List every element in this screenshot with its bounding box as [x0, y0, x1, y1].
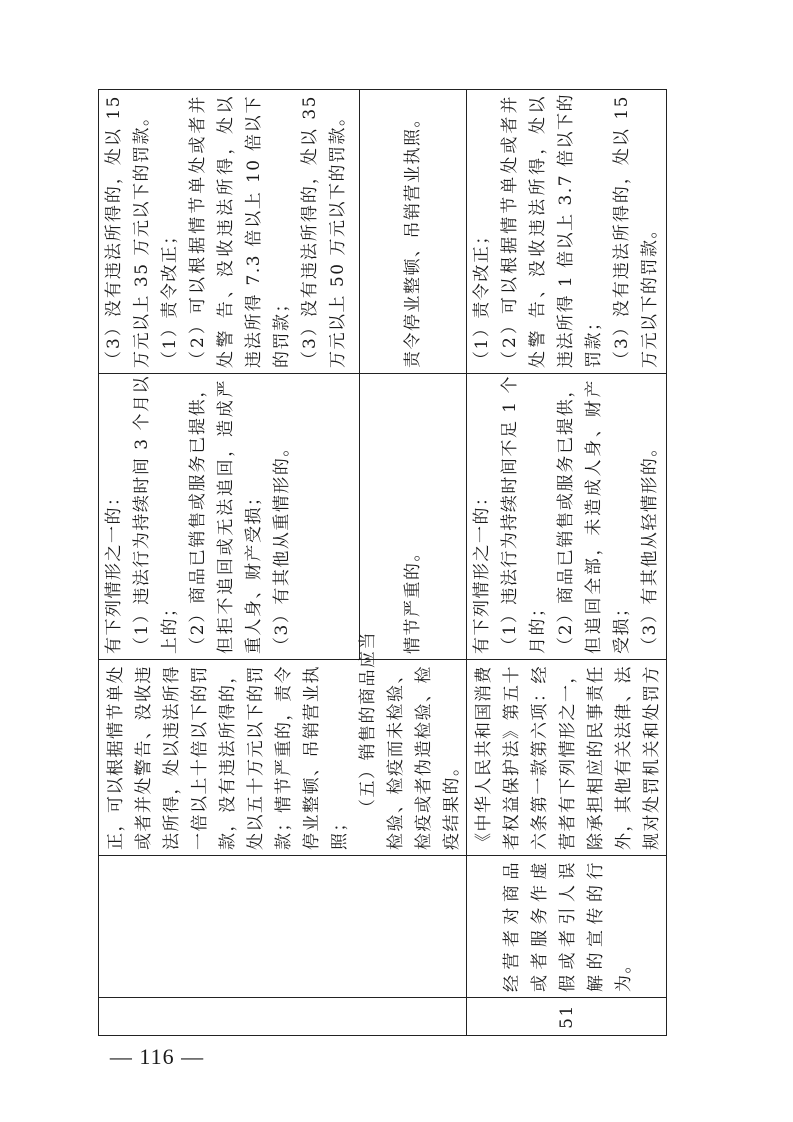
- item-number-cell: [99, 998, 467, 1036]
- item-number: 51: [556, 1004, 577, 1029]
- discretion-line: （3）没有违法所得的，处以 15: [104, 95, 124, 368]
- circumstance-cell: [467, 374, 667, 660]
- table-row: [99, 90, 360, 1036]
- basis-line: 疫结果的。: [442, 757, 462, 850]
- discretion-line: （1）责令改正；: [160, 226, 180, 368]
- discretion-cell: [467, 90, 667, 374]
- circumstance-line: （1）违法行为持续时间 3 个月以: [132, 375, 152, 654]
- circumstance-line: （3）有其他从重情形的。: [272, 438, 292, 654]
- circumstance-line: 有下列情形之一的：: [472, 487, 492, 654]
- act-line: 假或者引人误: [558, 861, 578, 992]
- basis-line: 《中华人民共和国消费: [474, 665, 494, 850]
- discretion-line: 万元以下的罚款。: [640, 220, 660, 368]
- circumstance-line: 情节严重的。: [403, 543, 424, 654]
- legal-basis-cell: [99, 631, 467, 856]
- discretion-line: （2）可以根据情节单处或者并: [188, 95, 208, 368]
- circumstance-line: （2）商品已销售或服务已提供，: [188, 379, 208, 654]
- basis-line: 外，其他有关法律、法: [614, 665, 634, 850]
- discretion-line: 的罚款；: [272, 294, 292, 368]
- item-number-cell: [467, 998, 667, 1036]
- basis-line: 停业整顿、吊销营业执: [302, 665, 322, 850]
- basis-line: 款，没有违法所得的，: [218, 665, 238, 850]
- discretion-line: 万元以上 50 万元以下的罚款。: [328, 107, 348, 368]
- penalty-discretion-table: [98, 89, 667, 1036]
- basis-line: 法所得，处以违法所得: [162, 665, 182, 850]
- circumstance-line: 有下列情形之一的：: [104, 487, 124, 654]
- basis-line: 处以五十万元以下的罚: [246, 665, 266, 850]
- basis-line: 一倍以上十倍以下的罚: [190, 665, 210, 850]
- circumstance-line: 重人身、财产受损；: [244, 487, 264, 654]
- circumstance-line: 上的；: [160, 598, 180, 654]
- basis-line: 款；情节严重的，责令: [274, 665, 294, 850]
- discretion-cell: [99, 90, 360, 374]
- discretion-line: 万元以上 35 万元以下的罚款。: [132, 107, 152, 368]
- circumstance-cell: [99, 374, 360, 660]
- basis-line: 检疫或者伪造检验、检: [414, 665, 434, 850]
- basis-line: 六条第一款第六项：经: [530, 665, 550, 850]
- table-row: [467, 90, 667, 1036]
- basis-line: 检验、检疫而未检验、: [386, 665, 406, 850]
- discretion-line: 违法所得 7.3 倍以上 10 倍以下: [244, 95, 264, 368]
- act-line: 为。: [614, 955, 634, 992]
- discretion-line: 责令停业整顿、吊销营业执照。: [403, 109, 424, 368]
- basis-line: 照；: [330, 813, 350, 850]
- circumstance-line: 受损；: [612, 598, 632, 654]
- basis-line: 营者有下列情形之一，: [558, 665, 578, 850]
- circumstance-line: 但拒不追回或无法追回，造成严: [216, 379, 236, 654]
- circumstance-line: 但追回全部，未造成人身、财产: [584, 379, 604, 654]
- violation-act-cell: [99, 856, 467, 998]
- discretion-line: （2）可以根据情节单处或者并: [500, 95, 520, 368]
- legal-basis-cell: [467, 660, 667, 856]
- violation-act-cell: [467, 856, 667, 998]
- discretion-line: 处警 告、没收违法所得，处以: [528, 95, 548, 368]
- discretion-line: 处警 告、没收违法所得，处以: [216, 95, 236, 368]
- discretion-line: 违法所得 1 倍以上 3.7 倍以下的: [556, 93, 576, 368]
- basis-line: 正，可以根据情节单处: [106, 665, 126, 850]
- rotated-landscape-page: [98, 90, 662, 1036]
- basis-line: 规对处罚机关和处罚方: [642, 665, 662, 850]
- circumstance-line: （1）违法行为持续时间不足 1 个: [500, 375, 520, 654]
- act-line: 解的宣传的行: [586, 861, 606, 992]
- circumstance-cell: [360, 374, 467, 660]
- basis-line: 除承担相应的民事责任: [586, 665, 606, 850]
- page-number: — 116 —: [109, 1044, 205, 1069]
- discretion-line: 罚款；: [584, 312, 604, 368]
- discretion-line: （3）没有违法所得的，处以 15: [612, 95, 632, 368]
- discretion-line: （3）没有违法所得的，处以 35: [300, 95, 320, 368]
- basis-line: （五）销售的商品应当: [358, 631, 378, 816]
- basis-line: 者权益保护法》第五十: [502, 665, 522, 850]
- discretion-line: （1）责令改正；: [472, 226, 492, 368]
- discretion-cell: [360, 90, 467, 374]
- basis-line: 或者并处警告、没收违: [134, 665, 154, 850]
- act-line: 或者服务作虚: [530, 861, 550, 992]
- circumstance-line: 月的；: [528, 598, 548, 654]
- act-line: 经营者对商品: [502, 861, 522, 992]
- circumstance-line: （3）有其他从轻情形的。: [640, 438, 660, 654]
- circumstance-line: （2）商品已销售或服务已提供，: [556, 379, 576, 654]
